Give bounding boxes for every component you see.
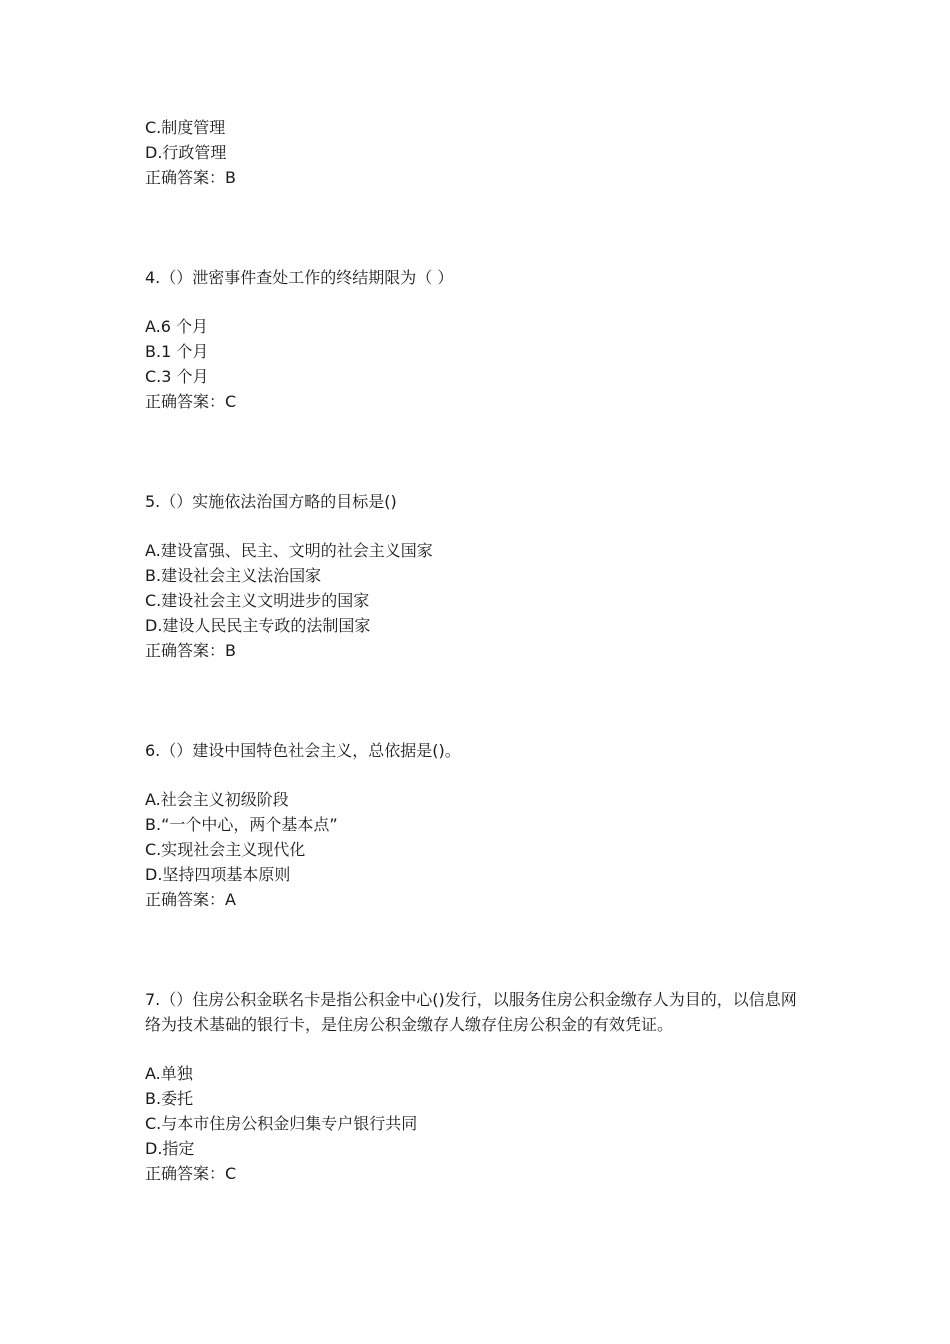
option-a: A.建设富强、民主、文明的社会主义国家 xyxy=(145,541,433,560)
correct-answer: 正确答案：B xyxy=(145,641,236,660)
option-b: B.委托 xyxy=(145,1089,194,1108)
option-c: C.实现社会主义现代化 xyxy=(145,840,306,859)
correct-answer: 正确答案：C xyxy=(145,1164,237,1183)
question-stem: 7.（）住房公积金联名卡是指公积金中心()发行，以服务住房公积金缴存人为目的，以信息网络为技术基础的银行卡，是住房公积金缴存人缴存住房公积金的有效凭证。 xyxy=(145,990,797,1034)
option-c: C.与本市住房公积金归集专户银行共同 xyxy=(145,1114,418,1133)
correct-answer: 正确答案：C xyxy=(145,392,237,411)
option-d: D.指定 xyxy=(145,1139,195,1158)
question-stem: 4.（）泄密事件查处工作的终结期限为（ ） xyxy=(145,268,454,287)
option-a: A.6 个月 xyxy=(145,317,209,336)
option-d: D.建设人民民主专政的法制国家 xyxy=(145,616,371,635)
correct-answer: 正确答案：A xyxy=(145,890,236,909)
option-b: B.“一个中心，两个基本点” xyxy=(145,815,338,834)
question-stem: 5.（）实施依法治国方略的目标是() xyxy=(145,492,397,511)
question-stem: 6.（）建设中国特色社会主义，总依据是()。 xyxy=(145,741,461,760)
option-b: B.建设社会主义法治国家 xyxy=(145,566,322,585)
option-c: C.3 个月 xyxy=(145,367,209,386)
option-a: A.社会主义初级阶段 xyxy=(145,790,289,809)
option-c: C.建设社会主义文明进步的国家 xyxy=(145,591,370,610)
option-a: A.单独 xyxy=(145,1064,193,1083)
option-b: B.1 个月 xyxy=(145,342,209,361)
option-d: D.坚持四项基本原则 xyxy=(145,865,291,884)
option-c: C.制度管理 xyxy=(145,118,226,137)
correct-answer: 正确答案：B xyxy=(145,168,236,187)
option-d: D.行政管理 xyxy=(145,143,227,162)
